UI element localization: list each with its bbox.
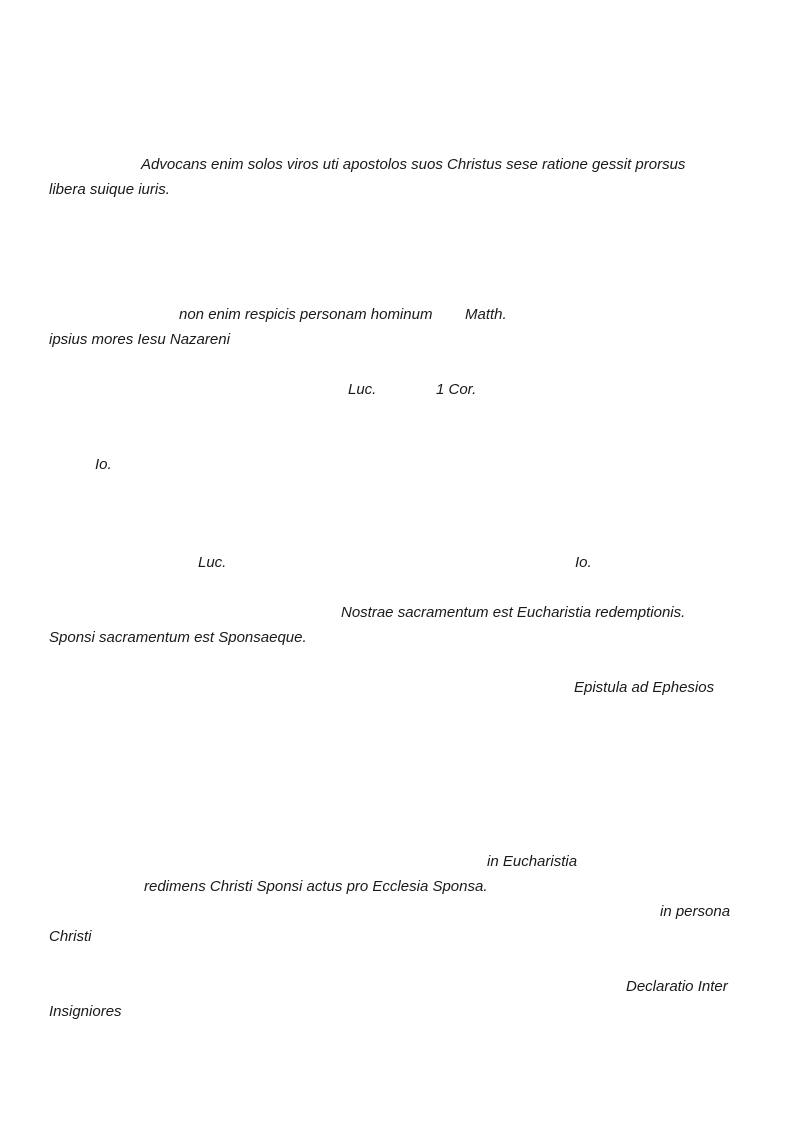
- title-fragment: Epistula ad Ephesios: [574, 679, 715, 696]
- text-fragment: Advocans enim solos viros uti apostolos suos Christus sese ratione gessit prorsus: [141, 156, 686, 173]
- citation-fragment: Io.: [95, 456, 112, 473]
- text-fragment: Nostrae sacramentum est Eucharistia redemptionis.: [341, 604, 686, 621]
- title-fragment: Insigniores: [49, 1003, 122, 1020]
- text-fragment: in persona: [660, 903, 731, 920]
- text-fragment: in Eucharistia: [487, 853, 578, 870]
- citation-fragment: Matth.: [465, 306, 507, 323]
- citation-fragment: 1 Cor.: [436, 381, 477, 398]
- text-fragment: libera suique iuris.: [49, 181, 170, 198]
- citation-fragment: Luc.: [348, 381, 377, 398]
- text-fragment: ipsius mores Iesu Nazareni: [49, 331, 230, 348]
- text-fragment: Christi: [49, 928, 92, 945]
- text-fragment: redimens Christi Sponsi actus pro Ecclesia Sponsa.: [144, 878, 488, 895]
- text-fragment: non enim respicis personam hominum: [179, 306, 433, 323]
- title-fragment: Declaratio Inter: [626, 978, 728, 995]
- text-fragment: Sponsi sacramentum est Sponsaeque.: [49, 629, 307, 646]
- citation-fragment: Luc.: [198, 554, 227, 571]
- citation-fragment: Io.: [575, 554, 592, 571]
